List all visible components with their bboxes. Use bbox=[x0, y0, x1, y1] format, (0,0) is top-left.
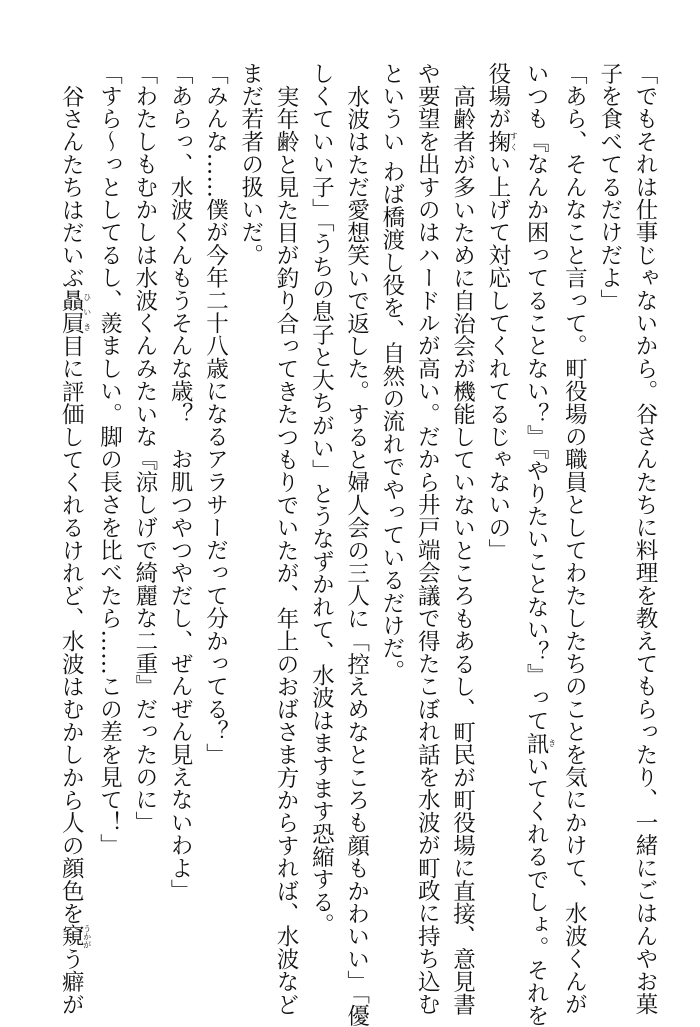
text-line bbox=[591, 62, 626, 962]
text-line bbox=[303, 62, 338, 962]
text-segment: 目に評価してくれるけれど、水波はむかしから人の顔色を bbox=[58, 334, 85, 925]
text-line bbox=[53, 62, 92, 1016]
text-line bbox=[232, 62, 267, 962]
text-segment: や要望を出すのはハードルが高い。だから井戸端会議で得たこぼれ話を水波が町政に持ち込む bbox=[414, 62, 441, 1016]
ruby-reading: き bbox=[547, 731, 557, 755]
text-segment: いつも『なんか困ってることない？』『やりたいことない？』って bbox=[523, 62, 550, 732]
text-line bbox=[409, 62, 444, 1016]
ruby-base: 窺 bbox=[58, 923, 85, 948]
text-segment: 「でもそれは仕事じゃないから。谷さんたちに料理を教えてもらったり、一緒にごはんやお菓 bbox=[632, 62, 658, 1016]
text-segment: 子を食べてるだけだよ」 bbox=[596, 62, 623, 312]
text-line bbox=[197, 62, 232, 962]
text-line bbox=[480, 62, 518, 962]
text-line bbox=[268, 62, 303, 1016]
vertical-text-block bbox=[53, 62, 662, 1027]
ruby-annotation bbox=[484, 130, 519, 153]
text-segment: 高齢者が多いために自治会が機能していないところもあるし、町民が町役場に直接、意見書 bbox=[449, 84, 476, 1016]
text-segment: 役場が bbox=[484, 62, 511, 131]
ruby-annotation bbox=[58, 288, 92, 335]
text-line bbox=[518, 62, 557, 1027]
text-segment: 水波はただ愛想笑いで返した。すると婦人会の三人に「控えめなところも顔もかわいい」「優 bbox=[343, 84, 370, 1027]
text-segment: う癖が bbox=[58, 947, 85, 1016]
ruby-reading: ひいき bbox=[82, 288, 92, 335]
ruby-reading: すく bbox=[509, 130, 519, 153]
text-line bbox=[374, 62, 409, 962]
text-line bbox=[556, 62, 591, 1016]
text-segment: 「わたしもむかしは水波くんみたいな『涼しげで綺麗な二重』だったのに」 bbox=[131, 62, 158, 834]
ruby-reading: うかが bbox=[82, 923, 92, 948]
text-segment: いてくれるでしょ。それを bbox=[523, 754, 550, 1027]
ruby-base: 贔屓 bbox=[58, 288, 85, 335]
text-line bbox=[338, 62, 373, 1027]
text-line bbox=[91, 62, 126, 962]
ruby-base: 掬 bbox=[484, 130, 511, 153]
text-segment: というい わば橋渡し役を、自然の流れでやっているだけだ。 bbox=[378, 62, 405, 683]
ruby-annotation bbox=[523, 731, 557, 755]
text-segment: 谷さんたちはだいぶ bbox=[58, 84, 85, 289]
text-segment: 「あら、そんなこと言って。町役場の職員としてわたしたちのことを気にかけて、水波くんが bbox=[561, 62, 588, 1016]
text-line bbox=[444, 62, 479, 1016]
text-segment: 「すら～っとしてるし、羨ましい。脚の長さを比べたら……この差を見て！」 bbox=[96, 62, 123, 857]
ruby-base: 訊 bbox=[523, 731, 550, 755]
ruby-annotation bbox=[58, 923, 92, 948]
text-line bbox=[127, 62, 162, 962]
text-segment: まだ若者の扱いだ。 bbox=[237, 62, 264, 267]
text-segment: 「みんな……僕が今年二十八歳になるアラサーだって分かってる？」 bbox=[202, 62, 229, 766]
text-segment: 「あらっ、水波くんもうそんな歳？ お肌つやつやだし、ぜんぜん見えないわよ」 bbox=[167, 62, 194, 902]
text-line bbox=[627, 62, 662, 1016]
text-segment: しくていい子」「うちの息子と大ちがい」とうなずかれて、水波はますます恐縮する。 bbox=[308, 62, 335, 937]
text-segment: 実年齢と見た目が釣り合ってきたつもりでいたが、年上のおばさま方からすれば、水波など bbox=[273, 84, 300, 1016]
text-line bbox=[162, 62, 197, 962]
text-segment: い上げて対応してくれてるじゃないの」 bbox=[484, 152, 511, 562]
